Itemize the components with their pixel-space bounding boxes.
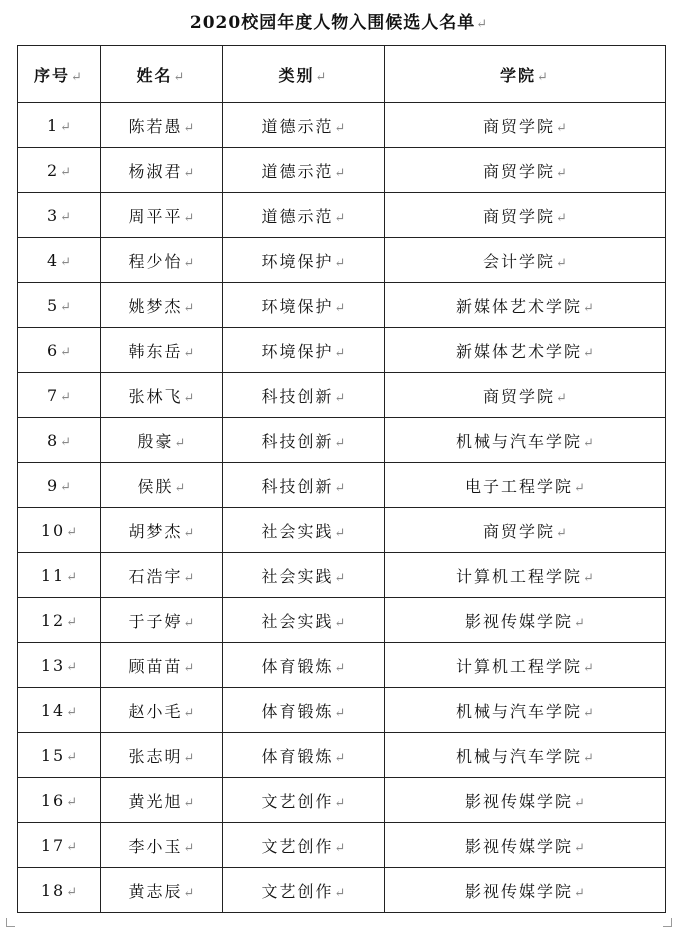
candidate-table [17, 45, 666, 913]
cell-college: 商贸学院↵ [385, 193, 666, 238]
cell-no: 13↵ [18, 643, 101, 688]
paragraph-mark-icon: ↵ [334, 750, 346, 766]
cell-college: 商贸学院↵ [385, 373, 666, 418]
paragraph-mark-icon: ↵ [183, 345, 195, 361]
cell-no: 1↵ [18, 103, 101, 148]
paragraph-mark-icon: ↵ [71, 69, 84, 85]
cell-no: 6↵ [18, 328, 101, 373]
table-row [18, 868, 666, 913]
paragraph-mark-icon: ↵ [583, 705, 594, 721]
paragraph-mark-icon: ↵ [66, 794, 78, 810]
paragraph-mark-icon: ↵ [583, 300, 594, 316]
paragraph-mark-icon: ↵ [183, 795, 195, 811]
table-row [18, 463, 666, 508]
cell-college: 影视传媒学院↵ [385, 868, 666, 913]
paragraph-mark-icon: ↵ [556, 525, 567, 541]
table-row [18, 103, 666, 148]
cell-category: 体育锻炼↵ [223, 733, 385, 778]
cell-no: 8↵ [18, 418, 101, 463]
paragraph-mark-icon: ↵ [60, 119, 72, 135]
table-row [18, 778, 666, 823]
cell-college: 计算机工程学院↵ [385, 553, 666, 598]
cell-category: 科技创新↵ [223, 418, 385, 463]
cell-name: 黄志辰↵ [101, 868, 223, 913]
paragraph-mark-icon: ↵ [174, 435, 186, 451]
paragraph-mark-icon: ↵ [537, 69, 550, 85]
cell-no: 4↵ [18, 238, 101, 283]
paragraph-mark-icon: ↵ [574, 840, 585, 856]
cell-college: 新媒体艺术学院↵ [385, 328, 666, 373]
cell-name: 于子婷↵ [101, 598, 223, 643]
cell-category: 社会实践↵ [223, 598, 385, 643]
paragraph-mark-icon: ↵ [183, 210, 195, 226]
cell-college: 机械与汽车学院↵ [385, 418, 666, 463]
cell-college: 影视传媒学院↵ [385, 778, 666, 823]
title-text: 2020校园年度人物入围候选人名单 [189, 13, 476, 33]
table-row [18, 328, 666, 373]
cell-category: 环境保护↵ [223, 283, 385, 328]
table-row [18, 193, 666, 238]
paragraph-mark-icon: ↵ [334, 840, 346, 856]
paragraph-mark-icon: ↵ [183, 120, 195, 136]
cell-no: 18↵ [18, 868, 101, 913]
cell-no: 12↵ [18, 598, 101, 643]
cell-name: 韩东岳↵ [101, 328, 223, 373]
paragraph-mark-icon: ↵ [66, 749, 78, 765]
cell-name: 殷豪↵ [101, 418, 223, 463]
cell-college: 计算机工程学院↵ [385, 643, 666, 688]
paragraph-mark-icon: ↵ [574, 615, 585, 631]
paragraph-mark-icon: ↵ [60, 344, 72, 360]
cell-no: 15↵ [18, 733, 101, 778]
cell-name: 张林飞↵ [101, 373, 223, 418]
table-row [18, 598, 666, 643]
cell-name: 顾苗苗↵ [101, 643, 223, 688]
paragraph-mark-icon: ↵ [334, 570, 346, 586]
paragraph-mark-icon: ↵ [183, 840, 195, 856]
paragraph-mark-icon: ↵ [66, 614, 78, 630]
paragraph-mark-icon: ↵ [556, 255, 567, 271]
cell-category: 社会实践↵ [223, 553, 385, 598]
cell-name: 杨淑君↵ [101, 148, 223, 193]
cell-name: 陈若愚↵ [101, 103, 223, 148]
table-header-row [18, 46, 666, 103]
paragraph-mark-icon: ↵ [66, 839, 78, 855]
table-row [18, 283, 666, 328]
paragraph-mark-icon: ↵ [60, 254, 72, 270]
table-row [18, 733, 666, 778]
cell-college: 会计学院↵ [385, 238, 666, 283]
paragraph-mark-icon: ↵ [334, 480, 346, 496]
cell-no: 5↵ [18, 283, 101, 328]
cell-college: 影视传媒学院↵ [385, 823, 666, 868]
cell-name: 姚梦杰↵ [101, 283, 223, 328]
paragraph-mark-icon: ↵ [183, 255, 195, 271]
paragraph-mark-icon: ↵ [334, 885, 346, 901]
header-college: 学院↵ [385, 46, 666, 103]
page-title [0, 8, 678, 33]
paragraph-mark-icon: ↵ [60, 434, 72, 450]
cell-name: 张志明↵ [101, 733, 223, 778]
paragraph-mark-icon: ↵ [334, 390, 346, 406]
paragraph-mark-icon: ↵ [583, 435, 594, 451]
cell-no: 2↵ [18, 148, 101, 193]
cell-category: 科技创新↵ [223, 463, 385, 508]
paragraph-mark-icon: ↵ [60, 164, 72, 180]
cell-college: 机械与汽车学院↵ [385, 688, 666, 733]
cell-no: 10↵ [18, 508, 101, 553]
paragraph-mark-icon: ↵ [334, 255, 346, 271]
cell-name: 黄光旭↵ [101, 778, 223, 823]
paragraph-mark-icon: ↵ [183, 165, 195, 181]
paragraph-mark-icon: ↵ [334, 525, 346, 541]
paragraph-mark-icon: ↵ [583, 750, 594, 766]
paragraph-mark-icon: ↵ [183, 615, 195, 631]
cell-college: 商贸学院↵ [385, 508, 666, 553]
cell-name: 胡梦杰↵ [101, 508, 223, 553]
paragraph-mark-icon: ↵ [60, 389, 72, 405]
cell-no: 14↵ [18, 688, 101, 733]
cell-name: 李小玉↵ [101, 823, 223, 868]
paragraph-mark-icon: ↵ [66, 704, 78, 720]
table-row [18, 373, 666, 418]
page-corner-mark [6, 918, 15, 927]
cell-no: 3↵ [18, 193, 101, 238]
table-row [18, 688, 666, 733]
paragraph-mark-icon: ↵ [583, 345, 594, 361]
paragraph-mark-icon: ↵ [583, 660, 594, 676]
table-row [18, 643, 666, 688]
paragraph-mark-icon: ↵ [334, 165, 346, 181]
cell-category: 环境保护↵ [223, 328, 385, 373]
paragraph-mark-icon: ↵ [556, 120, 567, 136]
cell-category: 文艺创作↵ [223, 868, 385, 913]
table-row [18, 823, 666, 868]
paragraph-mark-icon: ↵ [315, 69, 329, 85]
paragraph-mark-icon: ↵ [66, 884, 78, 900]
paragraph-mark-icon: ↵ [583, 570, 594, 586]
table-row [18, 148, 666, 193]
paragraph-mark-icon: ↵ [334, 435, 346, 451]
paragraph-mark-icon: ↵ [66, 524, 78, 540]
cell-category: 体育锻炼↵ [223, 643, 385, 688]
cell-no: 17↵ [18, 823, 101, 868]
cell-name: 周平平↵ [101, 193, 223, 238]
paragraph-mark-icon: ↵ [556, 390, 567, 406]
paragraph-mark-icon: ↵ [60, 299, 72, 315]
paragraph-mark-icon: ↵ [334, 615, 346, 631]
cell-no: 7↵ [18, 373, 101, 418]
cell-college: 商贸学院↵ [385, 148, 666, 193]
paragraph-mark-icon: ↵ [574, 480, 585, 496]
cell-college: 商贸学院↵ [385, 103, 666, 148]
cell-category: 道德示范↵ [223, 148, 385, 193]
cell-college: 机械与汽车学院↵ [385, 733, 666, 778]
paragraph-mark-icon: ↵ [334, 300, 346, 316]
paragraph-mark-icon: ↵ [183, 390, 195, 406]
paragraph-mark-icon: ↵ [66, 659, 78, 675]
paragraph-mark-icon: ↵ [183, 525, 195, 541]
cell-college: 新媒体艺术学院↵ [385, 283, 666, 328]
cell-college: 影视传媒学院↵ [385, 598, 666, 643]
paragraph-mark-icon: ↵ [334, 345, 346, 361]
paragraph-mark-icon: ↵ [183, 750, 195, 766]
paragraph-mark-icon: ↵ [574, 795, 585, 811]
cell-category: 环境保护↵ [223, 238, 385, 283]
paragraph-mark-icon: ↵ [60, 479, 72, 495]
paragraph-mark-icon: ↵ [60, 209, 72, 225]
paragraph-mark-icon: ↵ [66, 569, 78, 585]
cell-category: 社会实践↵ [223, 508, 385, 553]
paragraph-mark-icon: ↵ [476, 17, 489, 32]
paragraph-mark-icon: ↵ [334, 210, 346, 226]
cell-category: 文艺创作↵ [223, 823, 385, 868]
paragraph-mark-icon: ↵ [334, 120, 346, 136]
paragraph-mark-icon: ↵ [183, 705, 195, 721]
header-name: 姓名↵ [101, 46, 223, 103]
cell-no: 9↵ [18, 463, 101, 508]
cell-category: 道德示范↵ [223, 193, 385, 238]
paragraph-mark-icon: ↵ [173, 69, 187, 85]
cell-category: 道德示范↵ [223, 103, 385, 148]
cell-name: 程少怡↵ [101, 238, 223, 283]
cell-no: 11↵ [18, 553, 101, 598]
table-row [18, 508, 666, 553]
cell-name: 石浩宇↵ [101, 553, 223, 598]
cell-category: 科技创新↵ [223, 373, 385, 418]
cell-category: 文艺创作↵ [223, 778, 385, 823]
paragraph-mark-icon: ↵ [183, 885, 195, 901]
page-corner-mark [663, 918, 672, 927]
header-no: 序号↵ [18, 46, 101, 103]
table-row [18, 418, 666, 463]
header-category: 类别↵ [223, 46, 385, 103]
paragraph-mark-icon: ↵ [574, 885, 585, 901]
cell-name: 侯朕↵ [101, 463, 223, 508]
paragraph-mark-icon: ↵ [334, 705, 346, 721]
cell-college: 电子工程学院↵ [385, 463, 666, 508]
paragraph-mark-icon: ↵ [183, 660, 195, 676]
table-row [18, 553, 666, 598]
table-row [18, 238, 666, 283]
table-body [18, 103, 666, 913]
paragraph-mark-icon: ↵ [334, 795, 346, 811]
paragraph-mark-icon: ↵ [183, 300, 195, 316]
paragraph-mark-icon: ↵ [556, 210, 567, 226]
paragraph-mark-icon: ↵ [174, 480, 186, 496]
paragraph-mark-icon: ↵ [183, 570, 195, 586]
cell-name: 赵小毛↵ [101, 688, 223, 733]
paragraph-mark-icon: ↵ [556, 165, 567, 181]
cell-category: 体育锻炼↵ [223, 688, 385, 733]
cell-no: 16↵ [18, 778, 101, 823]
paragraph-mark-icon: ↵ [334, 660, 346, 676]
